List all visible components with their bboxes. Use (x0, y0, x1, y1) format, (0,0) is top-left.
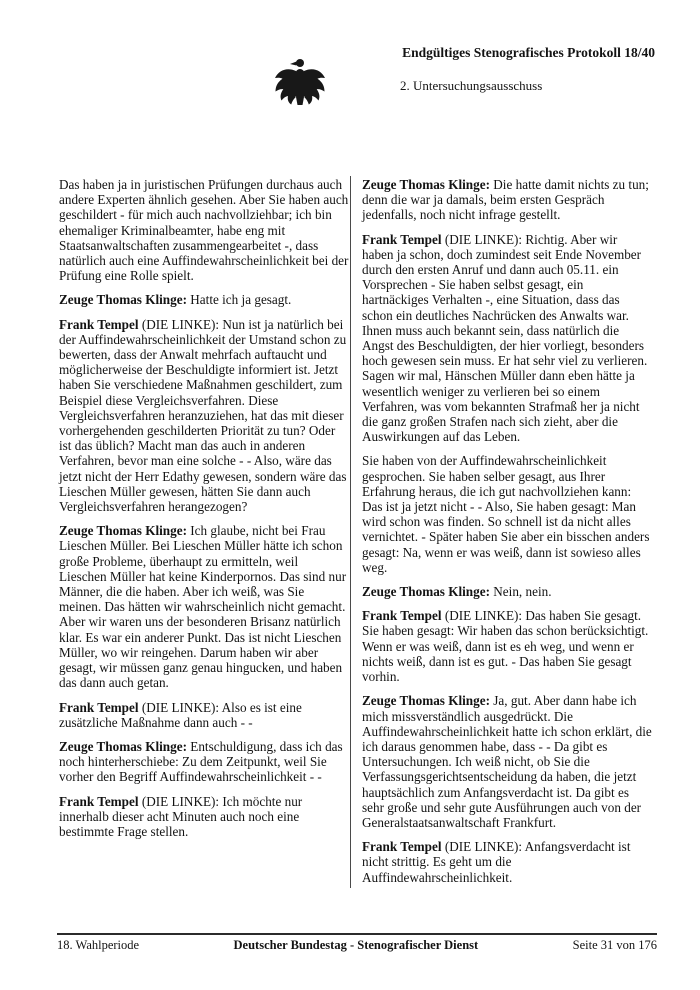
right-column (362, 177, 652, 894)
transcript-paragraph: Zeuge Thomas Klinge: Ja, gut. Aber dann habe ich mich missverständlich ausgedrückt. Die Auffindewahrscheinlichkeit hatte ich schon erklärt, die ich daraus genommen habe, dass - - Da gibt es Untersuchungen. Ich weiß nicht, ob Sie die Verfassungsgerichtsentscheidung da haben, die jetzt hauptsächlich zum Anfangsverdacht ist. Da gibt es sehr große und sehr gute Ausführungen auch von der Generalstaatsanwaltschaft Frankfurt. (362, 693, 652, 830)
transcript-paragraph: Frank Tempel (DIE LINKE): Das haben Sie gesagt. Sie haben gesagt: Wir haben das schon berücksichtigt. Wenn er was weiß, dann ist es eh weg, und wenn er nichts weiß, dann ist es gut. - Das haben Sie gesagt vorhin. (362, 608, 649, 685)
speaker-name: Frank Tempel (59, 699, 139, 715)
transcript-paragraph: Frank Tempel (DIE LINKE): Richtig. Aber wir haben ja schon, doch zumindest seit Ende November durch den ersten Anruf und dann auch 05.11. ein Vorsprechen - Sie haben selbst gesagt, ein hartnäckiges Verhalten -, eine Situation, dass das schon ein deutliches Nachrücken des Anwalts war. Ihnen muss auch bekannt sein, dass natürlich die Angst des Beschuldigten, der hier vorliegt, besonders hoch gewesen sein muss. Er hat sehr viel zu verlieren. Sagen wir mal, Hänschen Müller dann eben hätte ja wesentlich weniger zu verlieren bei so einem Verfahren, was vom bekannten Strafmaß her ja nicht die ganz großen Strafen nach sich zieht, aber die Auswirkungen auf das Leben. (362, 231, 648, 445)
left-column (59, 177, 349, 848)
transcript-paragraph: Frank Tempel (DIE LINKE): Anfangsverdacht ist nicht strittig. Es geht um die Auffindewahrscheinlichkeit. (362, 839, 631, 885)
transcript-paragraph: Frank Tempel (DIE LINKE): Also es ist eine zusätzliche Maßnahme dann auch - - (59, 699, 302, 730)
transcript-paragraph: Zeuge Thomas Klinge: Die hatte damit nichts zu tun; denn die war ja damals, beim ersten Gespräch jedenfalls, noch nicht infrage gestellt. (362, 177, 649, 223)
transcript-paragraph: Zeuge Thomas Klinge: Nein, nein. (362, 584, 552, 600)
transcript-paragraph: Sie haben von der Auffindewahrscheinlichkeit gesprochen. Sie haben selber gesagt, aus Ihrer Erfahrung heraus, die ich gut nachvollziehen kann: Das ist ja jetzt nicht - - Also, Sie haben gesagt: Man wird schon was finden. So schnell ist da nicht alles vernichtet. - Später haben Sie aber ein bisschen anders gesagt: Na, wenn er was weiß, dann ist sowieso alles weg. (362, 453, 650, 575)
speaker-name: Frank Tempel (362, 608, 442, 624)
bundestag-eagle-icon (274, 56, 326, 106)
footer-row (57, 938, 657, 953)
footer-document-title: Deutscher Bundestag - Stenografischer Dienst (233, 938, 479, 952)
speaker-name: Frank Tempel (362, 231, 442, 247)
speaker-name: Zeuge Thomas Klinge: (362, 177, 490, 192)
column-divider (350, 176, 351, 888)
transcript-paragraph: Zeuge Thomas Klinge: Ich glaube, nicht bei Frau Lieschen Müller. Bei Lieschen Müller hätte ich schon große Probleme, überhaupt zu ermitteln, weil Lieschen Müller hat keine Kinderpornos. Das sind nur Männer, die die haben. Aber ich weiß, was Sie meinen. Das hätten wir wahrscheinlich nicht gemacht. Aber wir waren uns der besonderen Brisanz natürlich klar. Es war ein anderer Punkt. Das ist nicht Lieschen Müller, wo wir reingehen. Darum haben wir aber gesagt, wir müssen ganz genau hingucken, und haben das dann auch getan. (59, 523, 347, 691)
footer-page-number: Seite 31 von 176 (572, 938, 657, 952)
footer-rule (57, 933, 657, 935)
transcript-paragraph: Frank Tempel (DIE LINKE): Nun ist ja natürlich bei der Auffindewahrscheinlichkeit der Umstand schon zu bewerten, dass der Anwalt mehrfach auftaucht und möglicherweise der Beschuldigte informiert ist. Jetzt haben Sie verschiedene Maßnahmen geschildert, zum Beispiel diese Vergleichsverfahren. Diese Vergleichsverfahren heranzuziehen, hat das mit dieser vorhergehenden geschilderten Priorität zu tun? Oder ist das üblich? Macht man das auch in anderen Verfahren, bevor man eine solche - - Also, wäre das jetzt nicht der Herr Edathy gewesen, sondern wäre das Lieschen Müller gewesen, hätten Sie dann auch Vergleichsverfahren herangezogen? (59, 316, 347, 515)
footer-wahlperiode: 18. Wahlperiode (57, 938, 140, 952)
speaker-name: Zeuge Thomas Klinge: (362, 693, 490, 709)
transcript-paragraph: Das haben ja in juristischen Prüfungen durchaus auch andere Experten ähnlich gesehen. Aber Sie haben auch geschildert - für mich auch nachvollziehbar; ich bin ehemaliger Kriminalbeamter, habe eng mit Staatsanwaltschaften zusammengearbeitet -, dass natürlich auch eine Auffindewahrscheinlichkeit bei der Prüfung eine Rolle spielt. (59, 177, 349, 284)
speaker-name: Zeuge Thomas Klinge: (59, 292, 187, 308)
protocol-title: Endgültiges Stenografisches Protokoll 18/40 (402, 45, 655, 60)
speaker-name: Frank Tempel (362, 839, 442, 855)
transcript-paragraph: Frank Tempel (DIE LINKE): Ich möchte nur innerhalb dieser acht Minuten auch noch eine bestimmte Frage stellen. (59, 793, 303, 839)
speaker-name: Frank Tempel (59, 316, 139, 332)
speaker-name: Zeuge Thomas Klinge: (59, 523, 187, 539)
transcript-paragraph: Zeuge Thomas Klinge: Hatte ich ja gesagt. (59, 292, 292, 308)
transcript-paragraph: Zeuge Thomas Klinge: Entschuldigung, dass ich das noch hinterherschiebe: Zu dem Zeitpunkt, weil Sie vorher den Begriff Auffindewahrscheinlichkeit - - (59, 738, 343, 785)
speaker-name: Zeuge Thomas Klinge: (362, 584, 490, 600)
speaker-name: Frank Tempel (59, 793, 139, 809)
committee-name: 2. Untersuchungsausschuss (400, 78, 543, 93)
speaker-name: Zeuge Thomas Klinge: (59, 738, 187, 754)
